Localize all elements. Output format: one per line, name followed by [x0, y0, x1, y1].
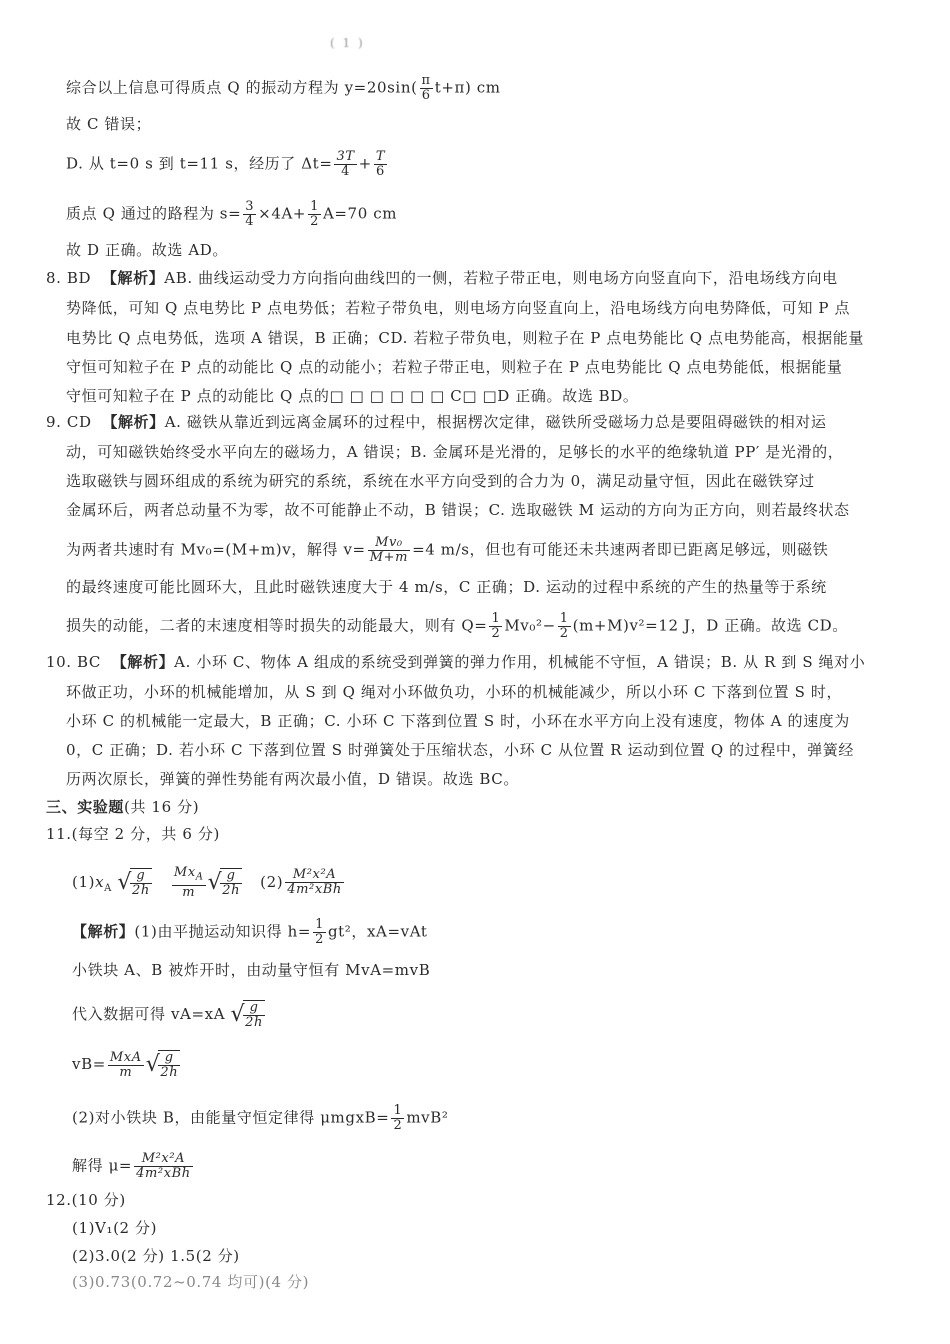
text: gt²，xA=vAt: [327, 922, 428, 941]
text: ×4A+: [258, 204, 307, 223]
subscript: A: [104, 882, 112, 894]
q10-line-3: 小环 C 的机械能一定最大，B 正确；C. 小环 C 下落到位置 S 时，小环在水平方向上没有速度，物体 A 的速度为: [66, 712, 850, 730]
q11-analysis-5: [72, 1104, 448, 1133]
fraction: $\frac{3T}{4}$: [336, 149, 355, 179]
text: 质点 Q 通过的路程为 s=: [66, 204, 242, 223]
question-number: 8. BD: [46, 269, 92, 287]
text: mvB²: [406, 1108, 449, 1127]
fraction: $\frac{\text{M²x²A}}{\text{4m²xBh}}$: [136, 1151, 191, 1181]
q11-analysis-4: [72, 1050, 182, 1080]
q10-line-1: [46, 652, 865, 672]
q8-line-1: [46, 268, 838, 288]
q11-analysis-6: [72, 1152, 195, 1181]
fraction: $\frac{1}{2}$: [491, 611, 501, 641]
q12-header: 12.(10 分): [46, 1191, 126, 1209]
text: D. 从 t=0 s 到 t=11 s，经历了 Δt=: [66, 154, 333, 173]
text: 为两者共速时有 Mv₀=(M+m)v，解得 v=: [66, 540, 366, 559]
sqrt: √ $\frac{g}{2h}$: [145, 1050, 179, 1080]
fraction: $\frac{\text{Mv₀}}{M+m}$: [369, 535, 409, 565]
text: (m+M)v²=12 J，D 正确。故选 CD。: [572, 616, 848, 635]
analysis-tag: 【解析】: [101, 269, 165, 287]
section-heading: [46, 797, 199, 817]
q9-line-3: 选取磁铁与圆环组成的系统为研究的系统，系统在水平方向受到的合力为 0，满足动量守恒，因此在磁铁穿过: [66, 472, 815, 490]
q12-answer-1: (1)V₁(2 分): [72, 1219, 158, 1237]
text: (2)对小铁块 B，由能量守恒定律得 μmgxB=: [72, 1108, 390, 1127]
fraction: $\frac{Mx_A}{m}$: [173, 865, 204, 900]
q9-line-2: 动，可知磁铁始终受水平向左的磁场力，A 错误；B. 金属环是光滑的，足够长的水平的绝缘轨道 PP′ 是光滑的，: [66, 443, 844, 461]
fraction: $\frac{1}{2}$: [559, 611, 569, 641]
question-number: 10. BC: [46, 653, 102, 671]
q7-d-time-line: [66, 150, 389, 179]
text: 损失的动能，二者的末速度相等时损失的动能最大，则有 Q=: [66, 616, 488, 635]
text: +: [358, 154, 372, 173]
q8-line-4: 守恒可知粒子在 P 点的动能比 Q 点的动能小；若粒子带正电，则粒子在 P 点电势能比 Q 点电势能低，根据能量: [66, 358, 843, 376]
q9-line-1: [46, 412, 827, 432]
q7-conclusion: 故 D 正确。故选 AD。: [66, 241, 228, 259]
text: 解得 μ=: [72, 1156, 133, 1175]
analysis-tag: 【解析】: [102, 413, 165, 431]
q11-analysis-3: [72, 1000, 267, 1030]
fraction: $\frac{3}{4}$: [245, 199, 255, 229]
text: Mv₀²−: [504, 616, 556, 635]
text: (1)由平抛运动知识得 h=: [134, 922, 312, 941]
sqrt: √ $\frac{g}{2h}$: [207, 867, 241, 898]
q12-answer-3-cutoff: (3)0.73(0.72~0.74 均可)(4 分): [72, 1273, 310, 1291]
q12-answer-2: (2)3.0(2 分) 1.5(2 分): [72, 1247, 240, 1265]
top-cutoff-text: ( 1 ): [330, 36, 365, 50]
q11-analysis-2: 小铁块 A、B 被炸开时，由动量守恒有 MvA=mvB: [72, 961, 431, 979]
q10-line-5: 历两次原长，弹簧的弹性势能有两次最小值，D 错误。故选 BC。: [66, 770, 519, 788]
q11-header: 11.(每空 2 分，共 6 分): [46, 825, 220, 843]
text: (2): [260, 872, 284, 891]
text: =4 m/s，但也有可能还未共速两者即已距离足够远，则磁铁: [412, 540, 829, 559]
q7-path-line: [66, 200, 397, 229]
fraction: $\frac{1}{2}$: [393, 1103, 403, 1133]
q11-analysis-1: [72, 918, 428, 947]
q10-line-2: 环做正功，小环的机械能增加，从 S 到 Q 绳对小环做负功，小环的机械能减少，所以小环 C 下落到位置 S 时，: [66, 683, 843, 701]
fraction: $\frac{\text{MxA}}{m}$: [109, 1049, 142, 1080]
text: 代入数据可得 vA=xA: [72, 1005, 226, 1023]
q8-line-3: 电势比 Q 点电势低，选项 A 错误，B 正确；CD. 若粒子带负电，则粒子在 P 点电势能比 Q 点电势能高，根据能量: [66, 329, 864, 347]
fraction: $\frac{\text{M²x²A}}{\text{4m²xBh}}$: [287, 867, 342, 898]
text: A=70 cm: [322, 204, 398, 223]
text: t+π) cm: [434, 78, 501, 97]
analysis-tag: 【解析】: [111, 653, 175, 671]
fraction: $\frac{T}{6}$: [375, 149, 386, 179]
sqrt: √ $\frac{g}{2h}$: [117, 867, 150, 898]
q8-line-5: 守恒可知粒子在 P 点的动能比 Q 点的□ □ □ □ □ □ C□ □D 正确。故选 BD。: [66, 387, 639, 405]
q10-line-4: 0，C 正确；D. 若小环 C 下落到位置 S 时弹簧处于压缩状态，小环 C 从位置 R 运动到位置 Q 的过程中，弹簧经: [66, 741, 854, 759]
text: (1): [72, 872, 96, 891]
analysis-tag: 【解析】: [72, 922, 135, 941]
q9-line-6: 的最终速度可能比圆环大，且此时磁铁速度大于 4 m/s，C 正确；D. 运动的过程中系统的产生的热量等于系统: [66, 578, 827, 596]
text: x: [95, 872, 105, 891]
fraction: $\frac{1}{2}$: [310, 199, 319, 229]
section-title: 三、实验题: [46, 798, 125, 816]
text: 综合以上信息可得质点 Q 的振动方程为 y=20sin(: [66, 78, 418, 97]
section-score: (共 16 分): [124, 798, 200, 816]
q9-line-4: 金属环后，两者总动量不为零，故不可能静止不动，B 错误；C. 选取磁铁 M 运动的方向为正方向，则若最终状态: [66, 501, 850, 519]
question-number: 9. CD: [46, 413, 92, 431]
text: A. 磁铁从靠近到远离金属环的过程中，根据楞次定律，磁铁所受磁场力总是要阻碍磁铁的相对运: [164, 413, 827, 431]
sqrt: √ $\frac{g}{2h}$: [230, 1000, 263, 1030]
q8-line-2: 势降低，可知 Q 点电势比 P 点电势低；若粒子带负电，则电场方向竖直向上，沿电场线方向电势降低，可知 P 点: [66, 299, 851, 317]
text: AB. 曲线运动受力方向指向曲线凹的一侧，若粒子带正电，则电场方向竖直向下，沿电场线方向电: [164, 269, 838, 287]
q9-line-5: [66, 536, 828, 565]
fraction: $\frac{1}{2}$: [315, 917, 324, 947]
q11-answers: [72, 866, 346, 900]
fraction: $\frac{\pi}{6}$: [421, 73, 431, 103]
q7-c-wrong: 故 C 错误；: [66, 115, 152, 133]
q7-equation-line: [66, 74, 501, 103]
text: A. 小环 C、物体 A 组成的系统受到弹簧的弹力作用，机械能不守恒，A 错误；B. 从 R 到 S 绳对小: [174, 653, 866, 671]
q9-line-7: [66, 612, 848, 641]
text: vB=: [72, 1055, 106, 1073]
